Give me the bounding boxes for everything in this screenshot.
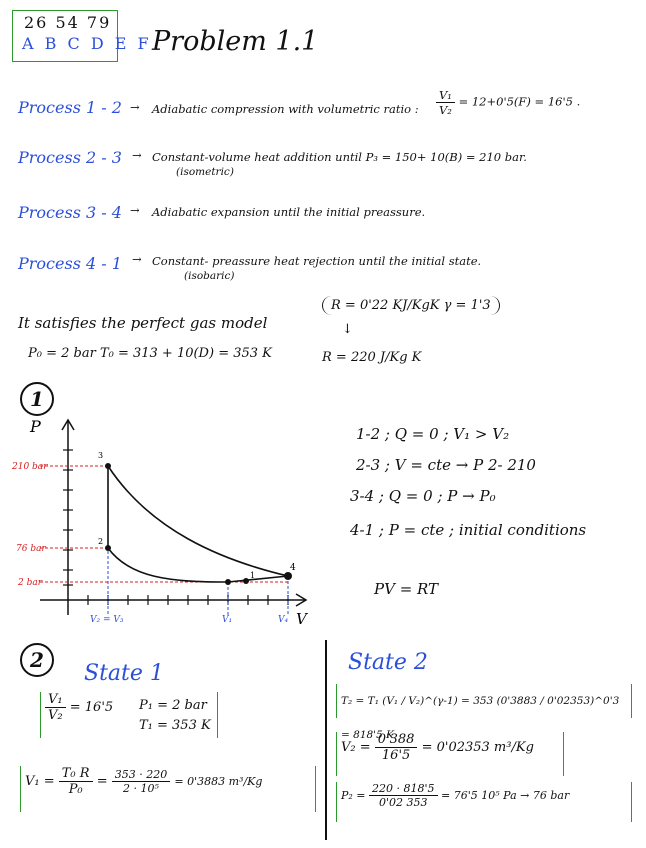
state-2-v2-box: V₂ = $\frac{0'388}{16'5}$ = 0'02353 m³/Kg bbox=[336, 732, 564, 776]
process-3-arrow: → bbox=[130, 203, 140, 217]
state-1-given-box: $\frac{\text{V₁}}{\text{V₂}}$ = 16'5 P₁ = 2 bar T₁ = 353 K bbox=[40, 692, 218, 738]
state-1-title: State 1 bbox=[84, 661, 164, 686]
process-2-label: Process 2 - 3 bbox=[18, 148, 122, 167]
process-2-text: Constant-volume heat addition until P₃ = 150+ 10(B) = 210 bar. bbox=[152, 150, 527, 164]
section-2-marker: 2 bbox=[20, 643, 54, 677]
process-2-arrow: → bbox=[132, 148, 142, 162]
column-divider bbox=[325, 640, 327, 840]
state-1-p1: P₁ = 2 bar bbox=[139, 698, 207, 713]
process-1-2-curve bbox=[108, 548, 228, 582]
p2-label: 76 bar bbox=[16, 544, 46, 554]
process-1-label: Process 1 - 2 bbox=[18, 98, 122, 117]
p3-label: 210 bar bbox=[12, 462, 48, 472]
process-3-4-curve bbox=[108, 466, 288, 576]
v1-label: V₁ bbox=[222, 615, 233, 625]
process-4-label: Process 4 - 1 bbox=[18, 254, 122, 273]
v-axis-label: V bbox=[296, 610, 307, 628]
process-4-text: Constant- preassure heat rejection until the initial state. bbox=[152, 254, 482, 268]
gas-params: R = 0'22 KJ/KgK γ = 1'3 bbox=[322, 296, 500, 315]
state-1-v1-box: V₁ = $\frac{\text{T₀ R}}{\text{P₀}}$ = $\frac{353 \cdot 220}{\text{2 · 10⁵}}$ = 0'3883 m³/Kg bbox=[20, 766, 316, 812]
gas-law: PV = RT bbox=[374, 580, 439, 598]
state-2-title: State 2 bbox=[348, 650, 428, 675]
ratio-den: V₂ bbox=[439, 103, 452, 117]
v4-label: V₄ bbox=[278, 615, 289, 625]
ratio-num: V₁ bbox=[436, 88, 455, 103]
state-2-p2-box: P₂ = $\frac{220 \cdot 818'5}{0'02 353}$ = 76'5 10⁵ Pa → 76 bar bbox=[336, 782, 632, 822]
process-4-sub: (isobaric) bbox=[184, 270, 235, 282]
point-label-2: 2 bbox=[98, 537, 104, 546]
process-3-label: Process 3 - 4 bbox=[18, 203, 122, 222]
point-label-4: 4 bbox=[290, 563, 296, 573]
note-4-1: 4-1 ; P = cte ; initial conditions bbox=[350, 521, 587, 539]
ratio-value: = 12+0'5(F) = 16'5 . bbox=[458, 94, 581, 109]
note-1-2: 1-2 ; Q = 0 ; V₁ > V₂ bbox=[356, 425, 510, 443]
note-3-4: 3-4 ; Q = 0 ; P → P₀ bbox=[350, 487, 496, 505]
gas-model-text: It satisfies the perfect gas model bbox=[18, 314, 268, 332]
section-1-marker: 1 bbox=[20, 382, 54, 416]
point-1 bbox=[225, 579, 231, 585]
process-3-text: Adiabatic expansion until the initial preassure. bbox=[152, 205, 426, 219]
page-title: Problem 1.1 bbox=[152, 26, 319, 57]
point-2 bbox=[105, 545, 111, 551]
process-1-ratio bbox=[436, 88, 580, 117]
student-id-numbers: 26 54 79 bbox=[24, 13, 112, 32]
process-1-text: Adiabatic compression with volumetric ratio : bbox=[152, 102, 419, 116]
process-4-1-line bbox=[228, 576, 288, 582]
v2-label: V₂ = V₃ bbox=[90, 615, 124, 625]
point-1b bbox=[243, 578, 249, 584]
student-id-letters: A B C D E F bbox=[22, 34, 152, 53]
p1-label: 2 bar bbox=[18, 578, 43, 588]
state-1-ratio: = 16'5 bbox=[69, 700, 114, 715]
process-1-arrow: → bbox=[130, 100, 140, 114]
process-4-arrow: → bbox=[132, 252, 142, 266]
p-axis-label: P bbox=[30, 417, 41, 436]
process-2-sub: (isometric) bbox=[176, 166, 234, 178]
state-2-t2-box: T₂ = T₁ (V₁ / V₂)^(γ-1) = 353 (0'3883 / 0'02353)^0'3 = 818'5 K bbox=[336, 684, 632, 718]
point-3 bbox=[105, 463, 111, 469]
note-2-3: 2-3 ; V = cte → P 2- 210 bbox=[356, 456, 536, 474]
point-4 bbox=[284, 572, 292, 580]
gas-arrow: ↓ bbox=[342, 322, 353, 337]
pv-diagram bbox=[0, 410, 330, 635]
state-1-t1: T₁ = 353 K bbox=[139, 718, 211, 733]
r-value: R = 220 J/Kg K bbox=[322, 350, 422, 365]
point-label-1: 1 bbox=[250, 571, 256, 580]
initial-conditions: P₀ = 2 bar T₀ = 313 + 10(D) = 353 K bbox=[28, 346, 272, 361]
point-label-3: 3 bbox=[98, 451, 104, 460]
